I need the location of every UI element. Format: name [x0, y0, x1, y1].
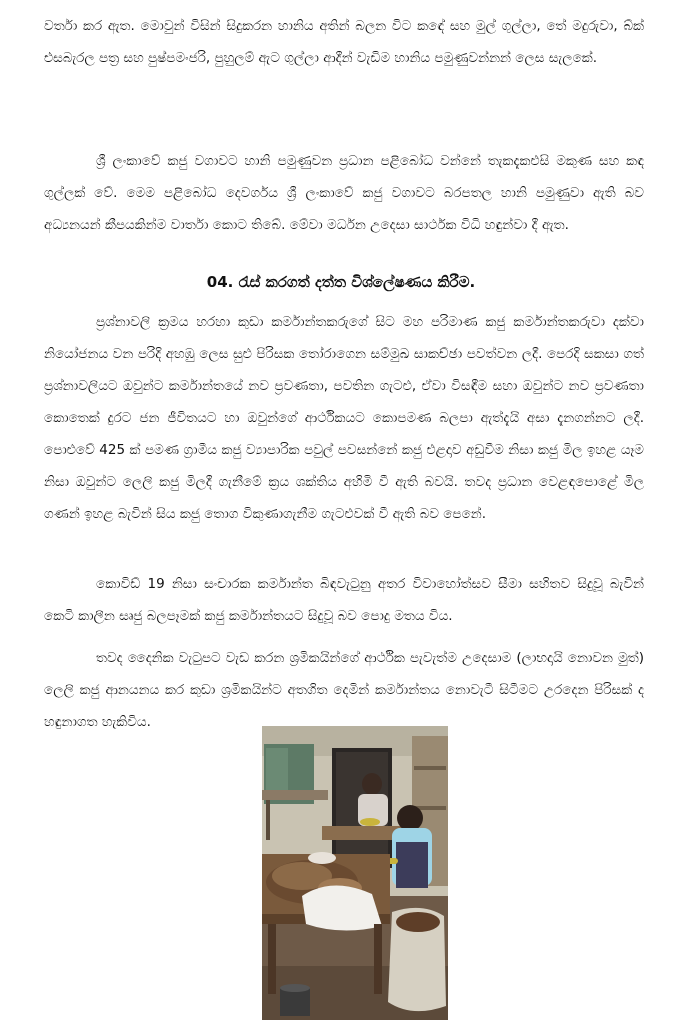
cashew-workers-photo — [262, 726, 448, 1020]
paragraph-daily-workers: තවද දෛනික වැටුපට වැඩ කරන ශ්‍රමිකයින්ගේ ආර්ථික පැවැත්ම උදෙසාම (ලාභදායි නොවන මුත්) ලෙලි කජු ආනයනය කර කුඩා ශ්‍රමිකයින්ට අතගිත දෙමින් කර්මාන්තය නොවැටී සිටීමට උරදෙන පිරිසක් ද හඳුනාගත හැකිවිය. — [44, 650, 644, 730]
paragraph-covid-impact: කොවිඩ් 19 නිසා සංචාරක කර්මාන්ත බිඳවැටුනු අතර විවාහෝත්සව සීමා සහිතව සිදුවූ බැවින් කෙටි කාලීන සෘජු බලපෑමක් කජු කර්මාන්තයට සිදුවූ බව පොදු මතය විය. — [44, 576, 644, 624]
paragraph-questionnaire: ප්‍රශ්නාවලි ක්‍රමය හරහා කුඩා කර්මාන්තකරුගේ සිට මහ පරිමාණ කජු කර්මාන්තකරුවා දක්වා නියෝජනය වන පරිදි අහඹු ලෙස සුළු පිරිසක තෝරාගෙන සම්මුඛ සාකච්ඡා පවත්වන ලදී. පෙරදි සකසා ගත් ප්‍රශ්නාවලියට ඔවුන්ට කර්මාන්තයේ නව ප්‍රවණතා, පවතින ගැටළු, ඒවා විසඳීම සහා ඔවුන්ට නව ප්‍රවණතා කොතෙක් දුරට ජන ජීවිතයට හා ඔවුන්ගේ ආර්ථිකයට කොපමණ බලපා ඇත්දැයි අසා දැනගන්නට ලදී. පොළුවේ 425 ක් පමණ ග්‍රාමීය කජු ව්‍යාපාරික පවුල් පවසන්නේ කජු එළදාව අඩුවීම නිසා කජු මිල ඉහළ යෑම නිසා ඔවුන්ට ලෙලි කජු මිලදී ගැනීමේ ක්‍රය ශක්තිය අහිමි වී ඇති බවයි. තවද ප්‍රධාන වෙළඳපොළේ මිල ගණන් ඉහළ බැවින් සිය කජු තොග විකුණාගැනීම ගැටළුවක් වී ඇති බව පෙනේ. — [44, 314, 644, 522]
paragraph-major-pests: ශ්‍රී ලංකාවේ කජු වගාවට හානි පමුණුවන ප්‍රධාන පළිබෝධ වන්නේ තැකදැකළුසි මකුණ සහ කඳ ගුල්ලක් වේ. මෙම පළිබෝධ දෙවර්ගය ශ්‍රී ලංකාවේ කජු වගාවට බරපතල හානි පමුණුවා ඇති බව අධ්‍යනයන් කීපයකින්ම වාර්තා කොට තිබේ. මේවා මර්ධන උදෙසා සාර්ථක විධි හඳුන්වා දී ඇත. — [44, 153, 644, 233]
paragraph-pest-damage: වර්තා කර ඇත. මොවුන් විසින් සිදුකරන හානිය අතින් බලන විට කඳේ සහ මුල් ගුල්ලා, තේ මදුරුවා, බ්ක් එසබැරල පත්‍ර සහ පුෂ්පමංජරි, පුහුලම් ඇට ගුල්ලා ආදීන් වැඩිම හානිය පමුණුවන්නන් ලෙස සැලකේ. — [44, 18, 644, 66]
section-heading: 04. රැස් කරගත් දත්ත විශ්ලේෂණය කිරීම. — [206, 273, 476, 291]
